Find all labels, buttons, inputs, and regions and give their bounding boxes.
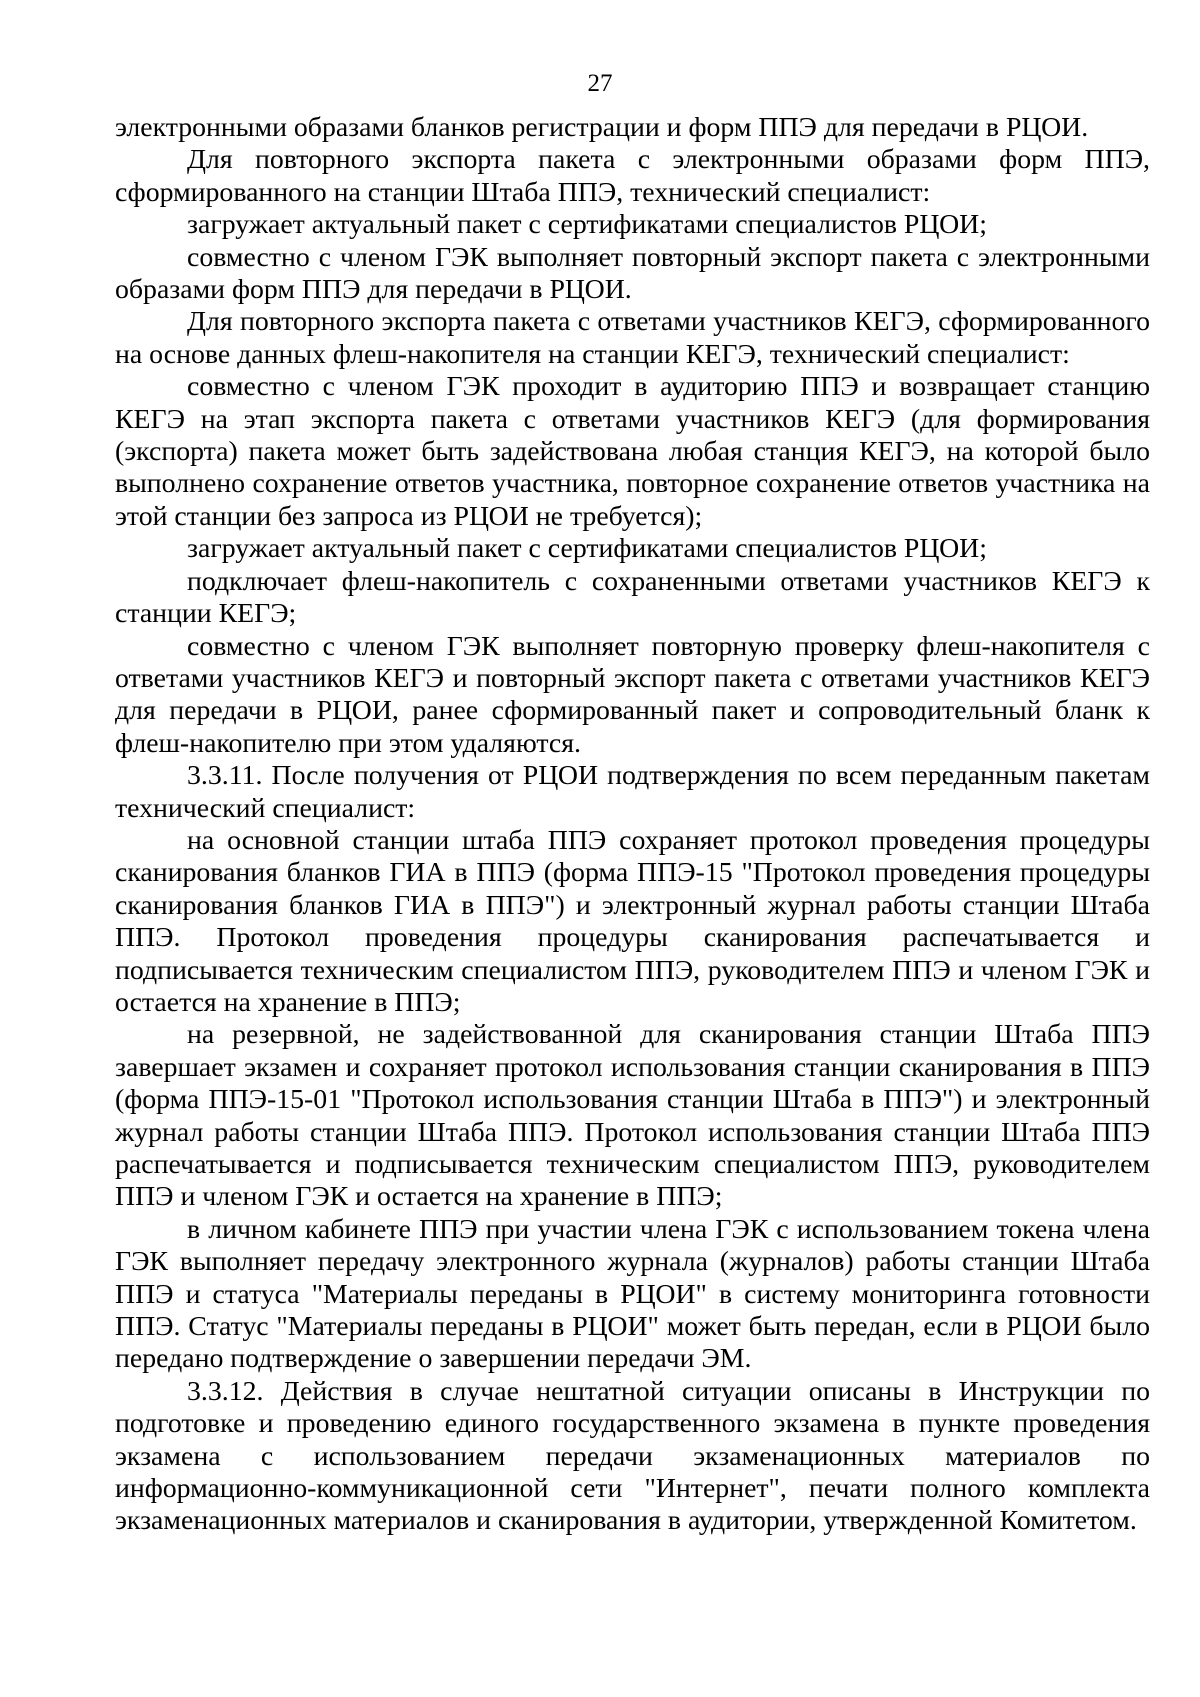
list-item: в личном кабинете ППЭ при участии члена ГЭК с использованием токена члена ГЭК выполняет передачу электронного журнала (журналов) работы станции Штаба ППЭ и статуса "Материалы переданы в РЦОИ" в систему мониторинга готовности ППЭ. Статус "Материалы переданы в РЦОИ" может быть передан, если в РЦОИ было передано подтверждение о завершении передачи ЭМ.: [115, 1213, 1150, 1375]
list-item: совместно с членом ГЭК выполняет повторную проверку флеш-накопителя с ответами участников КЕГЭ и повторный экспорт пакета с ответами участников КЕГЭ для передачи в РЦОИ, ранее сформированный пакет и сопроводительный бланк к флеш-накопителю при этом удаляются.: [115, 630, 1150, 759]
section-3-3-12: 3.3.12. Действия в случае нештатной ситуации описаны в Инструкции по подготовке и проведению единого государственного экзамена в пункте проведения экзамена с использованием передачи экзаменационных материалов по информационно-коммуникационной сети "Интернет", печати полного комплекта экзаменационных материалов и сканирования в аудитории, утвержденной Комитетом.: [115, 1375, 1150, 1537]
list-item: совместно с членом ГЭК проходит в аудиторию ППЭ и возвращает станцию КЕГЭ на этап экспорта пакета с ответами участников КЕГЭ (для формирования (экспорта) пакета может быть задействована любая станция КЕГЭ, на которой было выполнено сохранение ответов участника, повторное сохранение ответов участника на этой станции без запроса из РЦОИ не требуется);: [115, 371, 1150, 532]
list-item: на резервной, не задействованной для сканирования станции Штаба ППЭ завершает экзамен и сохраняет протокол использования станции сканирования в ППЭ (форма ППЭ-15-01 "Протокол использования станции Штаба в ППЭ") и электронный журнал работы станции Штаба ППЭ. Протокол использования станции Штаба ППЭ распечатывается и подписывается техническим специалистом ППЭ, руководителем ППЭ и членом ГЭК и остается на хранение в ППЭ;: [115, 1019, 1150, 1213]
list-item: подключает флеш-накопитель с сохраненными ответами участников КЕГЭ к станции КЕГЭ;: [115, 565, 1150, 630]
section-3-3-11: 3.3.11. После получения от РЦОИ подтверждения по всем переданным пакетам технический специалист:: [115, 760, 1150, 824]
document-body: [115, 112, 1150, 1538]
page-number: 27: [587, 70, 613, 97]
paragraph: Для повторного экспорта пакета с ответами участников КЕГЭ, сформированного на основе данных флеш-накопителя на станции КЕГЭ, технический специалист:: [115, 306, 1150, 370]
paragraph: Для повторного экспорта пакета с электронными образами форм ППЭ, сформированного на станции Штаба ППЭ, технический специалист:: [115, 144, 1150, 208]
list-item: загружает актуальный пакет с сертификатами специалистов РЦОИ;: [187, 209, 987, 241]
list-item: совместно с членом ГЭК выполняет повторный экспорт пакета с электронными образами форм ППЭ для передачи в РЦОИ.: [115, 241, 1150, 306]
list-item: на основной станции штаба ППЭ сохраняет протокол проведения процедуры сканирования бланков ГИА в ППЭ (форма ППЭ-15 "Протокол проведения процедуры сканирования бланков ГИА в ППЭ") и электронный журнал работы станции Штаба ППЭ. Протокол проведения процедуры сканирования распечатывается и подписывается техническим специалистом ППЭ, руководителем ППЭ и членом ГЭК и остается на хранение в ППЭ;: [115, 824, 1150, 1018]
list-item: загружает актуальный пакет с сертификатами специалистов РЦОИ;: [187, 533, 987, 565]
paragraph-continuation: электронными образами бланков регистрации и форм ППЭ для передачи в РЦОИ.: [115, 112, 1089, 143]
